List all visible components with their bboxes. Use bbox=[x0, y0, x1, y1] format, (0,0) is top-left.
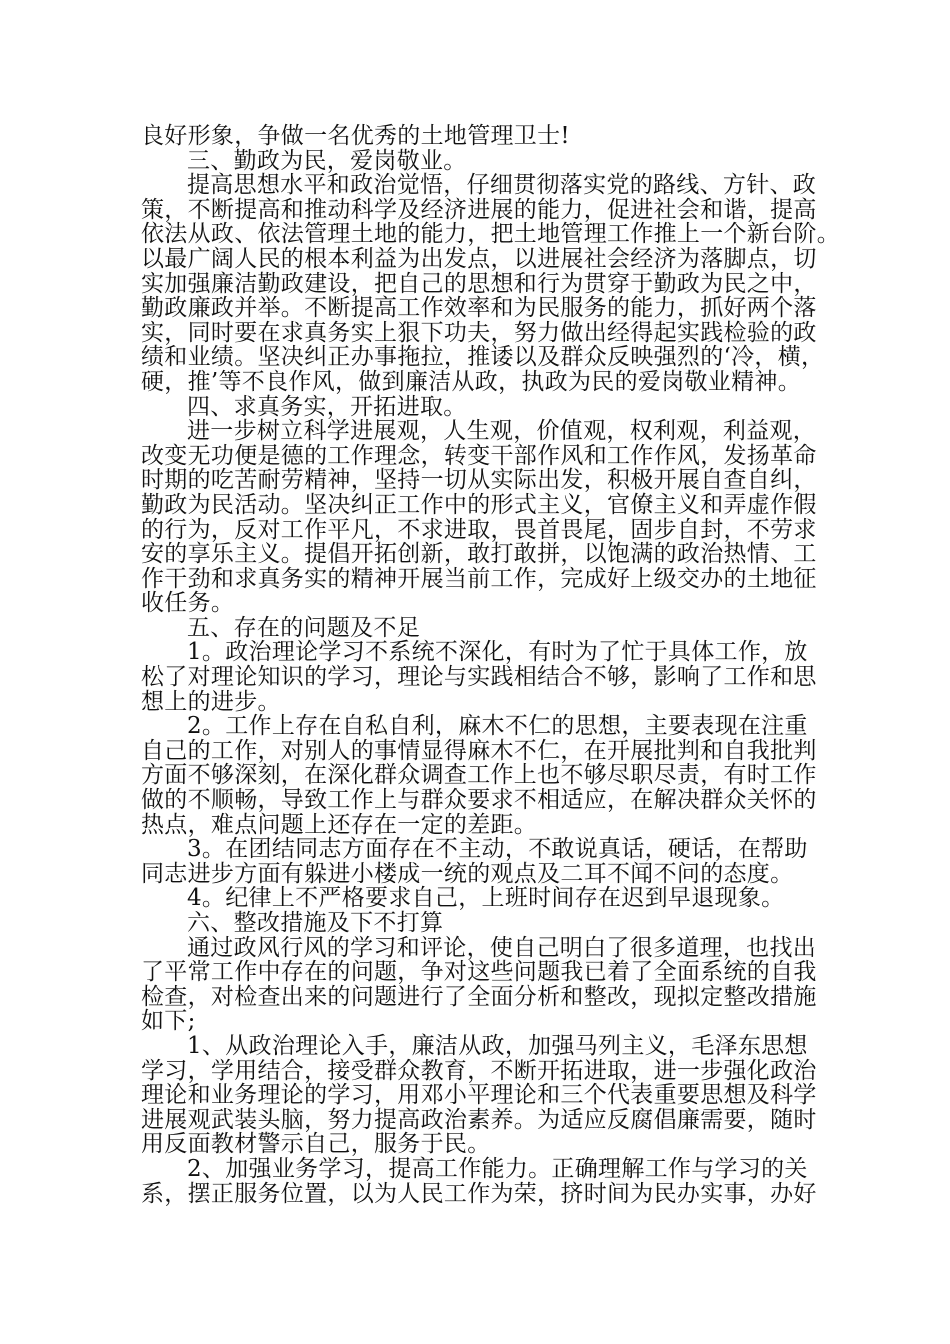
text-line: 硬，推’等不良作风，做到廉洁从政，执政为民的爱岗敬业精神。 bbox=[141, 368, 802, 395]
text-line: 检查，对检查出来的问题进行了全面分析和整改，现拟定整改措施 bbox=[141, 983, 817, 1010]
text-line: 2。工作上存在自私自利，麻木不仁的思想，主要表现在注重 bbox=[187, 713, 808, 740]
text-line: 安的享乐主义。提倡开拓创新，敢打敢拼，以饱满的政治热情、工 bbox=[141, 541, 817, 568]
text-line: 以最广阔人民的根本利益为出发点，以进展社会经济为落脚点，切 bbox=[141, 245, 817, 272]
text-line: 1。政治理论学习不系统不深化，有时为了忙于具体工作，放 bbox=[187, 639, 808, 666]
text-line: 1、从政治理论入手，廉洁从政，加强马列主义，毛泽东思想 bbox=[187, 1032, 808, 1059]
text-line: 绩和业绩。坚决纠正办事拖拉，推诿以及群众反映强烈的‘冷，横， bbox=[141, 344, 825, 371]
text-line: 同志进步方面有躲进小楼成一统的观点及二耳不闻不问的态度。 bbox=[141, 860, 794, 887]
text-line: 热点，难点问题上还存在一定的差距。 bbox=[141, 811, 538, 838]
text-line: 勤政为民活动。坚决纠正工作中的形式主义，官僚主义和弄虚作假 bbox=[141, 491, 817, 518]
text-line: 依法从政、依法管理土地的能力，把土地管理工作推上一个新台阶。 bbox=[141, 221, 840, 248]
text-line: 作干劲和求真务实的精神开展当前工作，完成好上级交办的土地征 bbox=[141, 565, 817, 592]
text-line: 收任务。 bbox=[141, 590, 235, 617]
text-line: 自己的工作，对别人的事情显得麻木不仁，在开展批判和自我批判 bbox=[141, 737, 817, 764]
text-line: 的行为，反对工作平凡，不求进取，畏首畏尾，固步自封，不劳求 bbox=[141, 516, 817, 543]
text-line: 进一步树立科学进展观，人生观，价值观，权利观，利益观， bbox=[187, 418, 817, 445]
text-line: 2、加强业务学习，提高工作能力。正确理解工作与学习的关 bbox=[187, 1155, 808, 1182]
text-line: 六、整改措施及下不打算 bbox=[187, 910, 444, 936]
text-line: 良好形象，争做一名优秀的土地管理卫士! bbox=[141, 123, 570, 149]
text-line: 用反面教材警示自己，服务于民。 bbox=[141, 1131, 491, 1158]
text-line: 三、勤政为民，爱岗敬业。 bbox=[187, 147, 467, 174]
text-line: 做的不顺畅，导致工作上与群众要求不相适应，在解决群众关怀的 bbox=[141, 787, 817, 814]
text-line: 时期的吃苦耐劳精神，坚持一切从实际出发，积极开展自查自纠， bbox=[141, 467, 817, 494]
text-line: 学习，学用结合，接受群众教育，不断开拓进取，进一步强化政治 bbox=[141, 1057, 817, 1084]
text-line: 松了对理论知识的学习，理论与实践相结合不够，影响了工作和思 bbox=[141, 664, 817, 691]
text-line: 提高思想水平和政治觉悟，仔细贯彻落实党的路线、方针、政 bbox=[187, 172, 817, 199]
text-line: 五、存在的问题及不足 bbox=[187, 614, 420, 641]
text-line: 四、求真务实，开拓进取。 bbox=[187, 393, 467, 420]
text-line: 勤政廉政并举。不断提高工作效率和为民服务的能力，抓好两个落 bbox=[141, 295, 817, 322]
text-line: 3。在团结同志方面存在不主动，不敢说真话，硬话，在帮助 bbox=[187, 836, 808, 863]
text-line: 实加强廉洁勤政建设，把自己的思想和行为贯穿于勤政为民之中， bbox=[141, 270, 817, 297]
text-line: 策，不断提高和推动科学及经济进展的能力，促进社会和谐，提高 bbox=[141, 196, 817, 223]
text-line: 系，摆正服务位置，以为人民工作为荣，挤时间为民办实事，办好 bbox=[141, 1180, 817, 1207]
text-line: 4。纪律上不严格要求自己，上班时间存在迟到早退现象。 bbox=[187, 885, 785, 912]
text-line: 想上的进步。 bbox=[141, 688, 281, 715]
text-line: 通过政风行风的学习和评论，使自己明白了很多道理，也找出 bbox=[187, 934, 817, 961]
text-line: 改变无功便是德的工作理念，转变干部作风和工作作风，发扬革命 bbox=[141, 442, 817, 469]
document-body bbox=[141, 123, 840, 1207]
text-line: 了平常工作中存在的问题，争对这些问题我已着了全面系统的自我 bbox=[141, 959, 817, 986]
text-line: 进展观武装头脑，努力提高政治素养。为适应反腐倡廉需要，随时 bbox=[141, 1106, 817, 1133]
text-line: 方面不够深刻，在深化群众调查工作上也不够尽职尽责，有时工作 bbox=[141, 762, 817, 789]
text-line: 如下; bbox=[141, 1008, 196, 1035]
text-line: 实，同时要在求真务实上狠下功夫，努力做出经得起实践检验的政 bbox=[141, 319, 817, 346]
text-line: 理论和业务理论的学习，用邓小平理论和三个代表重要思想及科学 bbox=[141, 1082, 817, 1109]
